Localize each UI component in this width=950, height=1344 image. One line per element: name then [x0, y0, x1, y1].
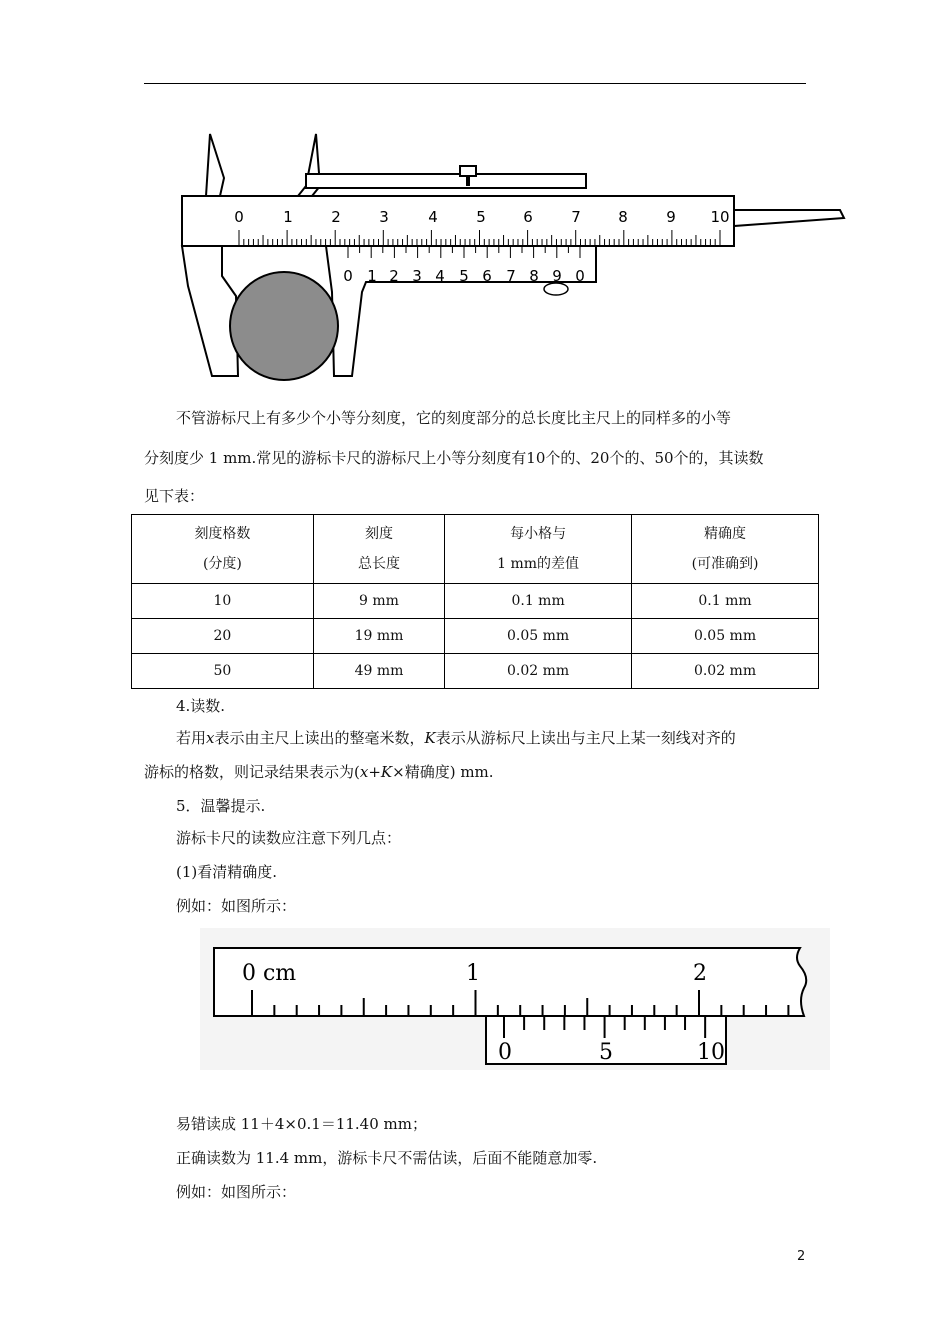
main-scale-number: 10 — [710, 208, 730, 226]
main-scale-number: 0 — [234, 208, 244, 226]
header-line: 刻度 — [365, 526, 393, 542]
header-line: 精确度 — [704, 526, 747, 542]
paragraph-line: (1)看清精确度. — [176, 863, 278, 881]
text-run: 游标的格数，则记录结果表示为( — [144, 763, 360, 781]
scale-label-1: 1 — [466, 961, 480, 986]
text-run: + — [368, 763, 381, 781]
table-header-cell — [445, 515, 632, 584]
table-cell: 50 — [132, 654, 314, 689]
paragraph-line — [144, 762, 806, 782]
table-cell: 20 — [132, 619, 314, 654]
paragraph-line: 易错读成 11＋4×0.1＝11.40 mm； — [176, 1115, 427, 1133]
vernier-number: 0 — [343, 267, 353, 285]
text-run: 表示从游标尺上读出与主尺上某一刻线对齐的 — [435, 729, 736, 747]
table-header-row — [132, 515, 819, 584]
table-cell: 0.02 mm — [632, 654, 819, 689]
vernier-number: 5 — [459, 267, 469, 285]
header-line: (可准确到) — [691, 556, 759, 572]
table-header-cell — [632, 515, 819, 584]
table-cell: 0.05 mm — [445, 619, 632, 654]
main-scale-number: 6 — [523, 208, 533, 226]
header-line: 刻度格数 — [194, 526, 251, 542]
vernier-label-10: 10 — [697, 1040, 725, 1065]
text-run: ×精确度) mm. — [392, 763, 494, 781]
page-number: 2 — [797, 1249, 806, 1264]
main-scale-number: 8 — [618, 208, 628, 226]
text-run: 表示由主尺上读出的整毫米数， — [214, 729, 425, 747]
table-header-cell — [132, 515, 314, 584]
vernier-number: 9 — [552, 267, 562, 285]
text-run: 若用 — [176, 729, 207, 747]
paragraph-line: 正确读数为 11.4 mm，游标卡尺不需估读，后面不能随意加零. — [176, 1149, 598, 1167]
section-heading: 5．温馨提示. — [176, 797, 266, 815]
paragraph-line: 不管游标尺上有多少个小等分刻度，它的刻度部分的总长度比主尺上的同样多的小等 — [176, 409, 732, 427]
main-scale-number: 9 — [666, 208, 676, 226]
main-scale-number: 4 — [428, 208, 438, 226]
table-row — [132, 654, 819, 689]
paragraph-line — [176, 728, 838, 748]
table-cell: 0.1 mm — [632, 584, 819, 619]
vernier-number: 4 — [435, 267, 445, 285]
table-cell: 10 — [132, 584, 314, 619]
caliper-figure — [176, 126, 848, 388]
variable-k: K — [424, 729, 436, 747]
table-cell: 19 mm — [313, 619, 444, 654]
paragraph-line: 游标卡尺的读数应注意下列几点： — [176, 829, 402, 847]
vernier-reading-figure — [200, 928, 830, 1070]
section-heading: 4.读数. — [176, 697, 226, 715]
vernier-number: 1 — [367, 267, 377, 285]
vernier-number: 3 — [412, 267, 422, 285]
paragraph-line: 见下表： — [144, 487, 205, 505]
table-cell: 0.05 mm — [632, 619, 819, 654]
vernier-number: 0 — [575, 267, 585, 285]
header-line: 每小格与 — [510, 526, 567, 542]
vernier-number: 8 — [529, 267, 539, 285]
header-rule — [144, 83, 806, 84]
main-scale-number: 5 — [476, 208, 486, 226]
scale-label-2: 2 — [693, 961, 707, 986]
vernier-number: 2 — [389, 267, 399, 285]
variable-x: x — [359, 763, 369, 781]
header-line: 1 mm的差值 — [497, 556, 580, 572]
main-scale-number: 7 — [571, 208, 581, 226]
table-cell: 49 mm — [313, 654, 444, 689]
vernier-number: 6 — [482, 267, 492, 285]
table-header-cell — [313, 515, 444, 584]
vernier-spec-table — [131, 514, 819, 689]
main-scale-number: 3 — [379, 208, 389, 226]
main-scale-number: 2 — [331, 208, 341, 226]
paragraph-line: 例如：如图所示： — [176, 897, 297, 915]
paragraph-line: 例如：如图所示： — [176, 1183, 297, 1201]
table-row — [132, 619, 819, 654]
header-line: 总长度 — [358, 556, 400, 572]
header-line: (分度) — [202, 556, 242, 572]
table-row — [132, 584, 819, 619]
vernier-number: 7 — [506, 267, 516, 285]
variable-k: K — [380, 763, 393, 781]
variable-x: x — [206, 729, 215, 747]
table-cell: 9 mm — [313, 584, 444, 619]
table-cell: 0.1 mm — [445, 584, 632, 619]
vernier-label-5: 5 — [599, 1040, 613, 1065]
paragraph-line: 分刻度少 1 mm.常见的游标卡尺的游标尺上小等分刻度有10个的、20个的、50个的，其读数 — [144, 449, 764, 467]
vernier-label-0: 0 — [498, 1040, 512, 1065]
main-scale-number: 1 — [283, 208, 293, 226]
table-cell: 0.02 mm — [445, 654, 632, 689]
scale-label-0-cm: 0 cm — [242, 961, 297, 986]
